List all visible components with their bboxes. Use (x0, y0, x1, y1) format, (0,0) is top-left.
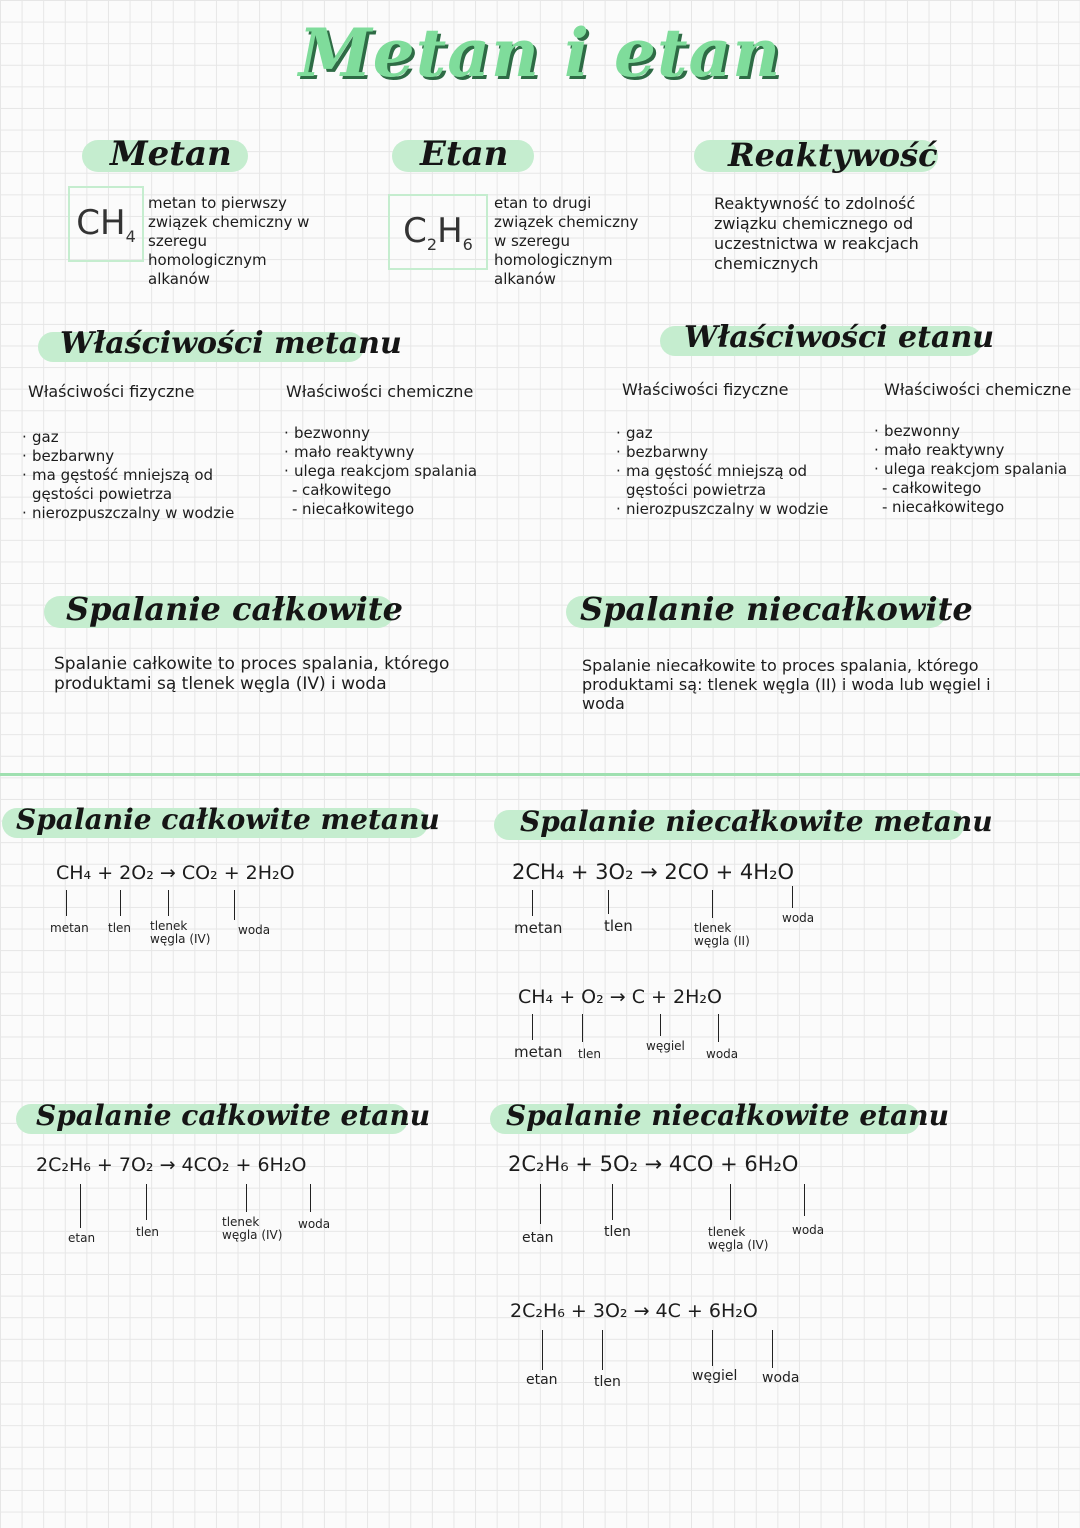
metan-complete-heading: Spalanie całkowite metanu (16, 803, 440, 836)
list-item: · bezwonny (284, 424, 504, 443)
list-item: - całkowitego (284, 481, 504, 500)
label-line (792, 886, 793, 908)
list-item: · ma gęstość mniejszą od gęstości powietrza (22, 466, 262, 504)
reaction-label: woda (706, 1047, 739, 1061)
metan-complete-equation: CH₄ + 2O₂ → CO₂ + 2H₂O (56, 862, 295, 884)
reaction-label: węgiel (692, 1368, 738, 1384)
props-metan-chemical-list (284, 424, 504, 519)
reaction-label: woda (238, 923, 271, 937)
reaction-label: woda (792, 1223, 825, 1237)
label-line (80, 1184, 81, 1228)
props-etan-physical-title: Właściwości fizyczne (622, 380, 789, 399)
complete-description: Spalanie całkowite to proces spalania, którego produktami są tlenek węgla (IV) i woda (54, 654, 450, 694)
reaction-label: tlen (604, 917, 633, 935)
etan-complete-heading: Spalanie całkowite etanu (36, 1099, 431, 1132)
metan-incomplete-equation-2: CH₄ + O₂ → C + 2H₂O (518, 986, 722, 1008)
label-line (246, 1184, 247, 1212)
etan-formula: $C_2H_6$ (403, 210, 473, 254)
reaction-label: tlen (594, 1374, 621, 1390)
page-title: Metan i etan (298, 14, 782, 92)
section-divider (0, 773, 1080, 776)
list-item: · bezbarwny (22, 447, 262, 466)
label-line (120, 890, 121, 916)
label-line (146, 1184, 147, 1220)
reaction-label: tlenek węgla (IV) (222, 1215, 283, 1242)
label-line (532, 890, 533, 916)
metan-heading: Metan (110, 134, 232, 174)
label-line (730, 1184, 731, 1220)
etan-formula-box (388, 194, 488, 270)
label-line (66, 890, 67, 916)
complete-heading: Spalanie całkowite (66, 590, 403, 628)
metan-description: metan to pierwszy związek chemiczny w szeregu homologicznym alkanów (148, 194, 310, 288)
label-line (718, 1014, 719, 1042)
props-etan-chemical-list (874, 422, 1070, 517)
props-etan-heading: Właściwości etanu (684, 320, 995, 355)
etan-incomplete-heading: Spalanie niecałkowite etanu (506, 1099, 949, 1132)
reaction-label: tlenek węgla (II) (694, 921, 750, 948)
list-item: · nierozpuszczalny w wodzie (22, 504, 262, 523)
props-etan-chemical-title: Właściwości chemiczne (884, 380, 1072, 399)
list-item: · mało reaktywny (874, 441, 1070, 460)
reaktywnosc-description: Reaktywność to zdolność związku chemicznego od uczestnictwa w reakcjach chemicznych (714, 194, 919, 273)
label-line (540, 1184, 541, 1224)
reaction-label: woda (782, 911, 815, 925)
label-line (712, 890, 713, 918)
label-line (234, 890, 235, 920)
props-etan-physical-list (616, 424, 856, 519)
reaction-label: węgiel (646, 1039, 685, 1053)
reaction-label: tlenek węgla (IV) (150, 919, 211, 946)
metan-formula-box (68, 186, 144, 262)
metan-formula: $CH_4$ (76, 202, 136, 246)
list-item: · gaz (22, 428, 262, 447)
reaction-label: etan (522, 1230, 554, 1246)
etan-incomplete-equation-1: 2C₂H₆ + 5O₂ → 4CO + 6H₂O (508, 1152, 799, 1176)
metan-incomplete-equation-1: 2CH₄ + 3O₂ → 2CO + 4H₂O (512, 860, 795, 884)
label-line (542, 1330, 543, 1370)
label-line (582, 1014, 583, 1042)
reaction-label: tlenek węgla (IV) (708, 1225, 769, 1252)
list-item: - niecałkowitego (284, 500, 504, 519)
list-item: · gaz (616, 424, 856, 443)
label-line (532, 1014, 533, 1040)
list-item: · ulega reakcjom spalania (874, 460, 1070, 479)
incomplete-heading: Spalanie niecałkowite (580, 590, 973, 628)
label-line (602, 1330, 603, 1370)
props-metan-heading: Właściwości metanu (60, 326, 402, 361)
list-item: · mało reaktywny (284, 443, 504, 462)
props-metan-physical-list (22, 428, 262, 523)
props-metan-chemical-title: Właściwości chemiczne (286, 382, 474, 401)
reaction-label: etan (526, 1372, 558, 1388)
list-item: · bezbarwny (616, 443, 856, 462)
label-line (310, 1184, 311, 1212)
reaction-label: etan (68, 1231, 96, 1245)
metan-incomplete-heading: Spalanie niecałkowite metanu (520, 805, 993, 838)
list-item: · bezwonny (874, 422, 1070, 441)
list-item: · ma gęstość mniejszą od gęstości powietrza (616, 462, 856, 500)
list-item: · nierozpuszczalny w wodzie (616, 500, 856, 519)
reaction-label: woda (762, 1370, 800, 1386)
reaction-label: tlen (578, 1047, 602, 1061)
label-line (608, 890, 609, 914)
props-metan-physical-title: Właściwości fizyczne (28, 382, 195, 401)
reaction-label: metan (514, 1043, 563, 1061)
reaction-label: woda (298, 1217, 331, 1231)
label-line (168, 890, 169, 916)
list-item: - niecałkowitego (874, 498, 1070, 517)
reaction-label: tlen (604, 1224, 631, 1240)
reaktywnosc-heading: Reaktywość (728, 136, 938, 174)
list-item: - całkowitego (874, 479, 1070, 498)
label-line (660, 1014, 661, 1036)
etan-complete-equation: 2C₂H₆ + 7O₂ → 4CO₂ + 6H₂O (36, 1154, 307, 1176)
reaction-label: tlen (136, 1225, 160, 1239)
etan-heading: Etan (420, 134, 509, 174)
label-line (712, 1330, 713, 1366)
label-line (772, 1330, 773, 1368)
etan-incomplete-equation-2: 2C₂H₆ + 3O₂ → 4C + 6H₂O (510, 1300, 758, 1322)
reaction-label: metan (514, 919, 563, 937)
list-item: · ulega reakcjom spalania (284, 462, 504, 481)
label-line (612, 1184, 613, 1220)
incomplete-description: Spalanie niecałkowite to proces spalania, którego produktami są: tlenek węgla (II) i woda lub węgiel i woda (582, 656, 991, 713)
label-line (804, 1184, 805, 1216)
reaction-label: metan (50, 921, 89, 935)
reaction-label: tlen (108, 921, 132, 935)
etan-description: etan to drugi związek chemiczny w szeregu homologicznym alkanów (494, 194, 639, 288)
